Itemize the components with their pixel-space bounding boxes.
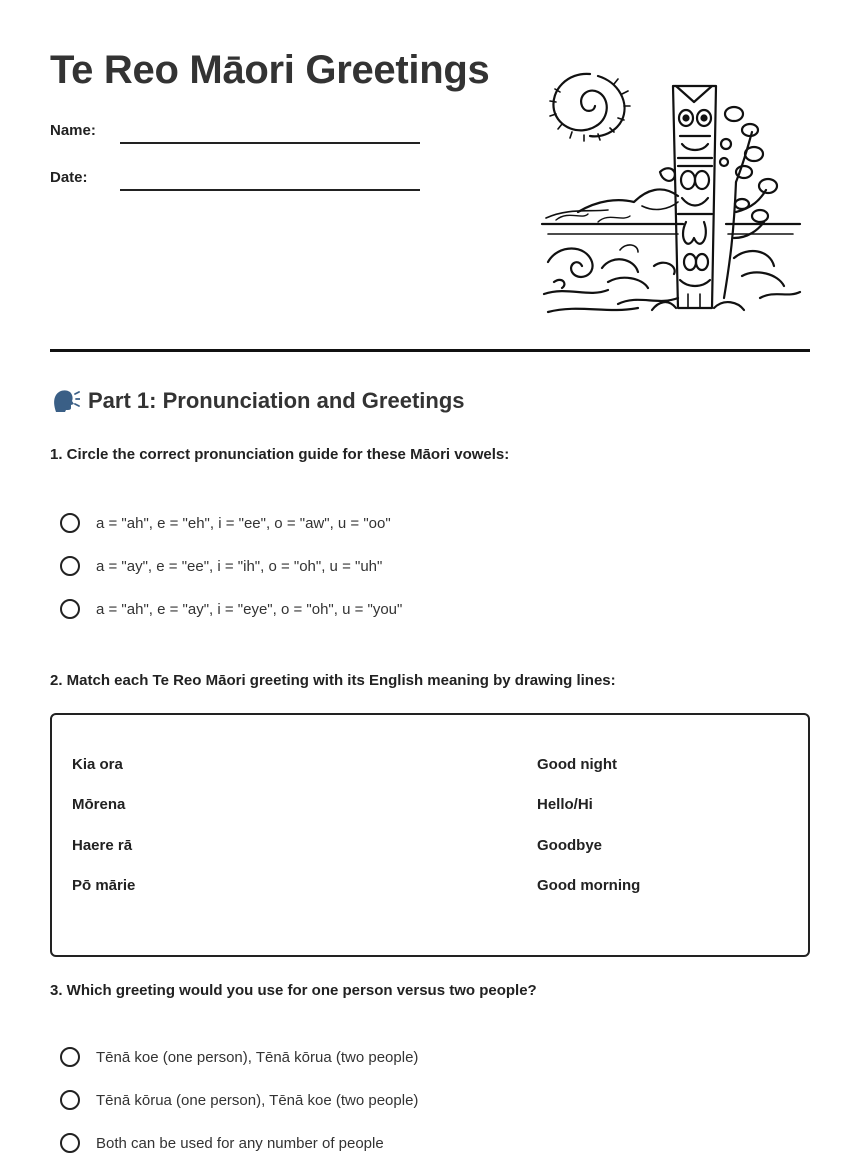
name-field[interactable]	[50, 122, 430, 152]
match-left-1[interactable]: Kia ora	[72, 756, 123, 773]
answer-circle[interactable]	[60, 1090, 80, 1110]
q1-option-3[interactable]	[60, 596, 402, 622]
match-left-4[interactable]: Pō mārie	[72, 877, 136, 894]
question-2: 2. Match each Te Reo Māori greeting with its English meaning by drawing lines:	[50, 672, 616, 689]
q3-option-2-text: Tēnā kōrua (one person), Tēnā koe (two people)	[96, 1091, 419, 1109]
answer-circle[interactable]	[60, 599, 80, 619]
date-label: Date:	[50, 169, 88, 186]
part1-heading	[50, 388, 465, 414]
match-left-2[interactable]: Mōrena	[72, 796, 126, 813]
match-right-2[interactable]: Hello/Hi	[537, 796, 593, 813]
date-input-line[interactable]	[120, 189, 420, 191]
q3-option-1[interactable]	[60, 1044, 418, 1070]
match-right-1[interactable]: Good night	[537, 756, 617, 773]
maori-carving-landscape-illustration	[538, 62, 808, 322]
q1-option-1-text: a = "ah", e = "eh", i = "ee", o = "aw", u = "oo"	[96, 514, 391, 532]
part1-heading-text: Part 1: Pronunciation and Greetings	[88, 388, 465, 413]
koru-spiral-icon	[550, 74, 630, 141]
q3-option-2[interactable]	[60, 1087, 418, 1113]
speaking-head-icon	[50, 388, 80, 414]
q3-option-3-text: Both can be used for any number of people	[96, 1134, 384, 1152]
answer-circle[interactable]	[60, 1047, 80, 1067]
question-1: 1. Circle the correct pronunciation guide for these Māori vowels:	[50, 446, 510, 463]
answer-circle[interactable]	[60, 1133, 80, 1153]
page-title: Te Reo Māori Greetings	[50, 48, 490, 92]
answer-circle[interactable]	[60, 556, 80, 576]
q1-option-2[interactable]	[60, 553, 382, 579]
answer-circle[interactable]	[60, 513, 80, 533]
q1-option-2-text: a = "ay", e = "ee", i = "ih", o = "oh", u = "uh"	[96, 557, 383, 575]
matching-box	[50, 713, 810, 957]
q3-option-3[interactable]	[60, 1130, 384, 1156]
q1-option-1[interactable]	[60, 510, 391, 536]
q1-option-3-text: a = "ah", e = "ay", i = "eye", o = "oh", u = "you"	[96, 600, 403, 618]
date-field[interactable]	[50, 169, 430, 199]
section-divider	[50, 349, 810, 352]
name-label: Name:	[50, 122, 96, 139]
match-right-4[interactable]: Good morning	[537, 877, 641, 894]
question-3: 3. Which greeting would you use for one person versus two people?	[50, 982, 537, 999]
q3-option-1-text: Tēnā koe (one person), Tēnā kōrua (two people)	[96, 1048, 419, 1066]
name-input-line[interactable]	[120, 142, 420, 144]
match-right-3[interactable]: Goodbye	[537, 837, 603, 854]
match-left-3[interactable]: Haere rā	[72, 837, 133, 854]
